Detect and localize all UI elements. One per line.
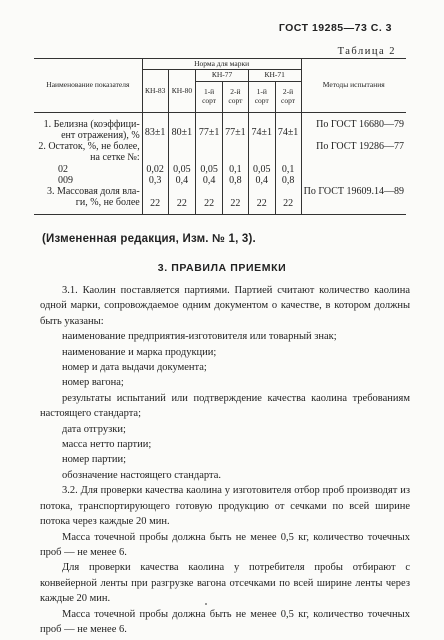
header-kn77-sort1: 1-й сорт	[196, 81, 223, 112]
list-item: наименование предприятия-изготовителя или товарный знак;	[62, 331, 337, 343]
value-cell: 0,8	[222, 175, 248, 186]
value-cell: 22	[142, 186, 168, 215]
value-cell: 0,05	[196, 164, 223, 175]
method-cell	[301, 175, 406, 186]
header-norm: Норма для марки	[142, 59, 301, 70]
scan-speck	[205, 603, 207, 605]
value-cell: 74±1	[248, 112, 275, 141]
value-cell: 0,05	[248, 164, 275, 175]
row-name: 3. Массовая доля вла-ги, %, не более	[34, 186, 142, 215]
value-cell: 22	[248, 186, 275, 215]
row-name: 009	[34, 175, 142, 186]
value-cell	[142, 141, 168, 163]
value-cell: 0,4	[248, 175, 275, 186]
value-cell	[222, 141, 248, 163]
list-item: номер вагона;	[62, 377, 124, 389]
header-indicator: Наименование показателя	[34, 59, 142, 113]
list-item: дата отгрузки;	[62, 423, 126, 435]
list-item: результаты испытаний или подтверждение качества каолина требованиям настоящего стандарта;	[40, 392, 410, 420]
value-cell	[196, 141, 223, 163]
header-kn77: КН-77	[196, 70, 249, 81]
header-kn71: КН-71	[248, 70, 301, 81]
section-body	[40, 283, 410, 637]
section-title: 3. ПРАВИЛА ПРИЕМКИ	[157, 262, 287, 274]
method-cell: По ГОСТ 19609.14—89	[301, 186, 406, 215]
row-name: 02	[34, 164, 142, 175]
paragraph: 3.1. Каолин поставляется партиями. Партией считают количество каолина одной марки, сопровождаемое одним документом о качестве, в котором должны быть указаны:	[40, 285, 410, 327]
list-item: наименование и марка продукции;	[62, 346, 217, 358]
value-cell: 22	[275, 186, 301, 215]
row-name: 1. Белизна (коэффици-ент отражения), %	[34, 112, 142, 141]
norms-table	[34, 58, 406, 215]
header-kn71-sort1: 1-й сорт	[248, 81, 275, 112]
value-cell: 77±1	[222, 112, 248, 141]
header-kn83: КН-83	[142, 70, 168, 112]
method-cell	[301, 164, 406, 175]
value-cell	[275, 141, 301, 163]
value-cell: 0,02	[142, 164, 168, 175]
value-cell: 0,1	[222, 164, 248, 175]
value-cell: 0,8	[275, 175, 301, 186]
method-cell: По ГОСТ 19286—77	[301, 141, 406, 163]
paragraph: Для проверки качества каолина у потребителя пробы отбирают с конвейерной ленты при разгрузке вагона отсечками по всей ширине ленты через каждые 20 мин.	[40, 562, 410, 605]
row-name: 2. Остаток, %, не более, на сетке №:	[34, 141, 142, 163]
value-cell: 22	[196, 186, 223, 215]
list-item: номер и дата выдачи документа;	[62, 362, 207, 374]
edition-note: (Измененная редакция, Изм. № 1, 3).	[42, 233, 256, 245]
value-cell: 0,4	[196, 175, 223, 186]
value-cell	[248, 141, 275, 163]
page-header: ГОСТ 19285—73 С. 3	[278, 22, 392, 34]
value-cell: 80±1	[168, 112, 196, 141]
value-cell: 77±1	[196, 112, 223, 141]
table-row	[34, 186, 406, 215]
header-kn71-sort2: 2-й сорт	[275, 81, 301, 112]
header-methods: Методы испытания	[301, 59, 406, 113]
value-cell: 0,4	[168, 175, 196, 186]
header-kn80: КН-80	[168, 70, 196, 112]
method-cell: По ГОСТ 16680—79	[301, 112, 406, 141]
header-kn77-sort2: 2-й сорт	[222, 81, 248, 112]
list-item: обозначение настоящего стандарта.	[62, 469, 222, 481]
table-row	[34, 141, 406, 163]
value-cell: 22	[168, 186, 196, 215]
value-cell: 0,3	[142, 175, 168, 186]
table-row	[34, 164, 406, 175]
value-cell	[168, 141, 196, 163]
value-cell: 0,05	[168, 164, 196, 175]
value-cell: 83±1	[142, 112, 168, 141]
value-cell: 0,1	[275, 164, 301, 175]
value-cell: 74±1	[275, 112, 301, 141]
paragraph: Масса точечной пробы должна быть не менее 0,5 кг, количество точечных проб — не менее 6.	[40, 608, 410, 635]
table-row	[34, 175, 406, 186]
value-cell: 22	[222, 186, 248, 215]
list-item: номер партии;	[62, 454, 126, 466]
table-row	[34, 112, 406, 141]
paragraph: 3.2. Для проверки качества каолина у изготовителя отбор проб производят из потока, транспортирующего готовую продукцию от сечками по всей ширине потока через каждые 20 мин.	[40, 485, 410, 528]
table-label: Таблица 2	[337, 46, 396, 57]
list-item: масса нетто партии;	[62, 439, 152, 451]
paragraph: Масса точечной пробы должна быть не менее 0,5 кг, количество точечных проб — не менее 6.	[40, 531, 410, 558]
